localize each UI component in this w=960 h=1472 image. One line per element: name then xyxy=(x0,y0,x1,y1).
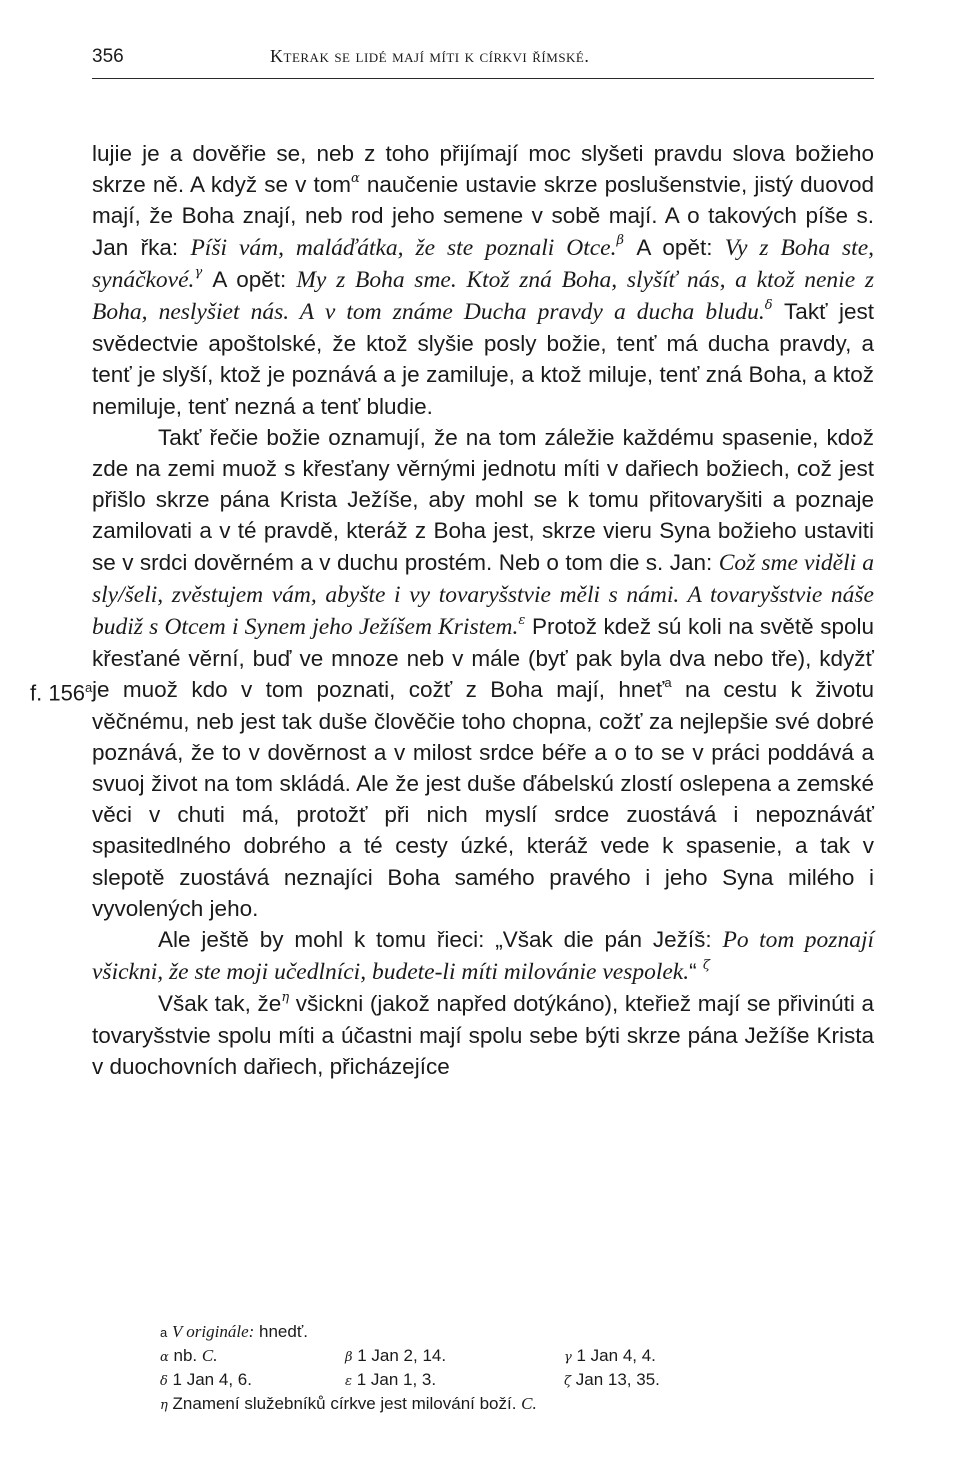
folio-margin-note: f. 156$^a$ xyxy=(30,680,93,706)
text-run: naučenie ustavie skrze poslušenstvie, jistý duovod mají, že Boha znají, neb rod jeho semene v sobě mají. A o takových píše s. Jan řka: xyxy=(92,172,874,260)
quotation-italic: Píši vám, maláďátka, že ste poznali Otce. xyxy=(190,234,617,261)
footnote-marker: η xyxy=(281,989,290,1005)
quotation-italic: Což sme viděli a sly/šeli, zvěstujem vám, abyšte i vy tovaryšstvie měli s námi. A tovaryšstvie náše budiž s Otcem i Synem jeho Ježíšem Kristem. xyxy=(92,549,874,641)
page-header xyxy=(92,46,872,76)
quotation-italic: Vy z Boha ste, synáčkové. xyxy=(92,234,875,293)
footnote-marker: a xyxy=(664,674,672,690)
footnote-row xyxy=(160,1368,760,1392)
header-rule xyxy=(92,78,874,79)
text-run: A opět: xyxy=(624,234,725,260)
quotation-italic: My z Boha sme. Ktož zná Boha, slyšíť nás, a ktož nenie z Boha, neslyšiet nás. A v tom známe Ducha pravdy a ducha bludu. xyxy=(92,266,875,326)
text-run: A opět: xyxy=(202,266,297,292)
text-run: na cestu k životu věčnému, neb jest tak duše člověčie toho chopna, cožť za nejlepšie své dobré poznává, že to v dověrnost a v milost srdce béře a o to se v práci poddává a svuoj život na tom skládá. Ale že jest duše ďábelskú zlostí oslepena a zemské věci v chuti má, protožť při nich myslí srdce zuostává i nepoznáváť spasitedlného dobrého a té cesty úzké, kteráž vede k spasenie, a tak v slepotě zuostává neznajíci Boha samého pravého i jeho Syna milého i vyvolených jeho. xyxy=(92,677,874,921)
footnote-delta: δ 1 Jan 4, 6. xyxy=(160,1370,252,1389)
footnote-row xyxy=(160,1344,760,1368)
footnote-marker: β xyxy=(616,233,624,249)
footnote-row xyxy=(160,1392,760,1416)
footnote-gamma: γ 1 Jan 4, 4. xyxy=(564,1346,656,1365)
paragraph xyxy=(92,422,874,924)
footnote-marker: δ xyxy=(764,297,773,313)
paragraph xyxy=(92,988,874,1082)
text-run: Ale ještě by mohl k tomu řieci: „Však die pán Ježíš: xyxy=(158,927,723,953)
footnote-row xyxy=(160,1320,760,1344)
paragraph xyxy=(92,138,874,422)
footnote-a: a V originále: hnedť. xyxy=(160,1322,308,1341)
quotation-italic: Po tom poznají všickni, že ste moji učedlníci, budete-li míti milovánie vespolek. xyxy=(92,927,874,986)
footnote-epsilon: ε 1 Jan 1, 3. xyxy=(345,1370,437,1389)
footnote-marker: ζ xyxy=(702,957,710,973)
footnote-eta: η Znamení služebníků církve jest milování boží. C. xyxy=(160,1394,537,1413)
body-text xyxy=(92,138,874,1082)
footnote-marker: α xyxy=(351,170,360,186)
paragraph xyxy=(92,924,874,988)
running-title: Kterak se lidé mají míti k církvi římské. xyxy=(270,46,590,66)
footnote-zeta: ζ Jan 13, 35. xyxy=(564,1370,660,1389)
footnote-marker: γ xyxy=(194,265,203,281)
footnote-beta: β 1 Jan 2, 14. xyxy=(345,1346,447,1365)
page-number: 356 xyxy=(92,46,124,67)
text-run: všickni (jakož napřed dotýkáno), kteřiež mají se přivinúti a tovaryšstvie spolu míti a účastni mají spolu sebe býti skrze pána Ježíše Krista v duochovních dařiech, přicházejíce xyxy=(92,991,874,1079)
text-run: “ xyxy=(689,959,703,985)
text-run: Takť řečie božie oznamují, že na tom záležie každému spasenie, kdož zde na zemi muož s křesťany věrnými jednotu míti v dařiech božiech, což jest přišlo skrze pána Krista Ježíše, aby mohl se k tomu přitovaryšiti a poznaje zamilovati a v té pravdě, kteráž z Boha jest, skrze vieru Syna božieho ustaviti se v srdci dověrném a v duchu prostém. Neb o tom die s. Jan: xyxy=(92,424,874,575)
footnotes xyxy=(160,1320,760,1416)
text-run: Však tak, že xyxy=(158,991,282,1017)
footnote-marker: ε xyxy=(518,612,526,628)
footnote-alpha: α nb. C. xyxy=(160,1346,218,1365)
text-run: Protož kdež sú koli na světě spolu křesťané věrní, buď ve mnoze neb v mále (byť pak byla dva nebo tře), kdyžť je muož kdo v tom poznati, cožť z Boha mají, hneť xyxy=(92,614,874,703)
text-run: lujie je a dověřie se, neb z toho přijímají moc slyšeti pravdu slova božieho skrze ně. A když se v tom xyxy=(92,141,874,198)
text-run: Takť jest svědectvie apoštolské, že ktož slyšie posly božie, tenť má ducha pravdy, a tenť je slyší, ktož je poznává a je zamiluje, a ktož miluje, tenť zná Boha, a ktož nemiluje, tenť nezná a tenť bludie. xyxy=(92,299,874,419)
